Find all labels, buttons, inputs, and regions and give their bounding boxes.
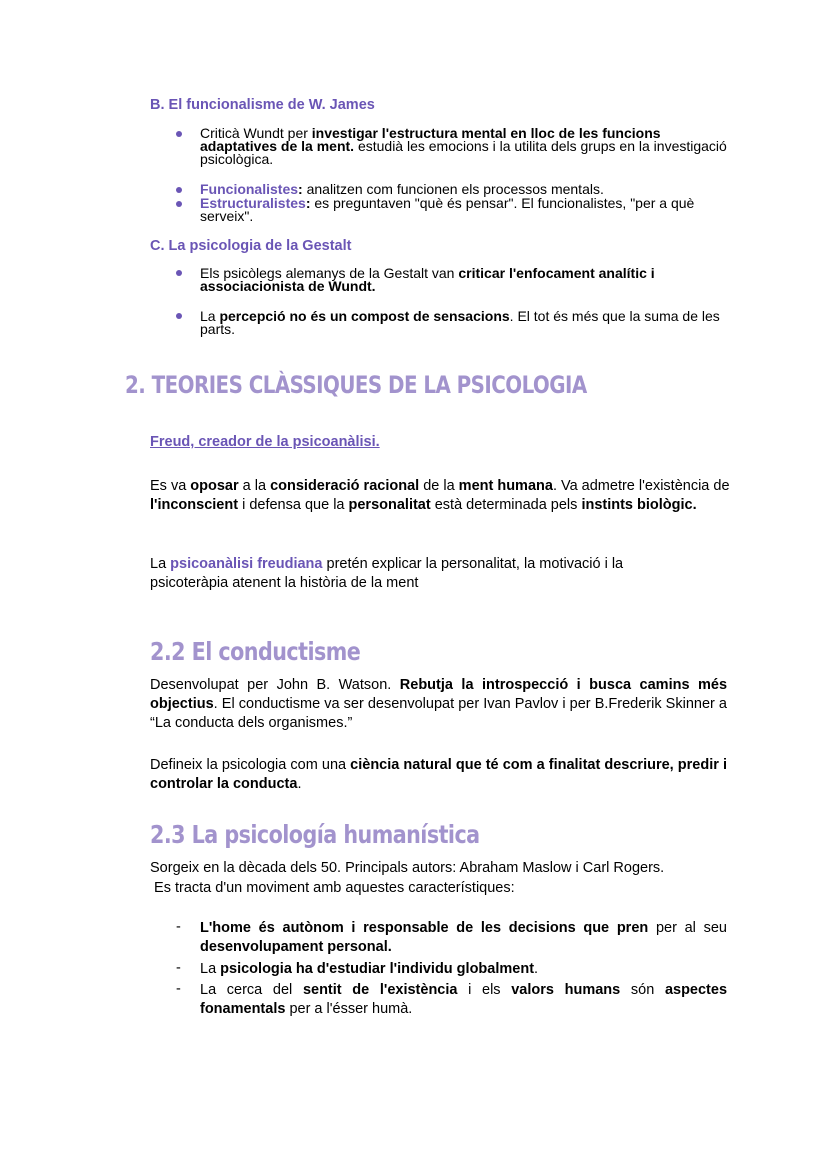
section-c-heading: C. La psicologia de la Gestalt xyxy=(150,238,352,254)
bullet-item: Criticà Wundt per investigar l'estructura mental en lloc de les funcions adaptatives de la ment. estudià les emocions i la utilita dels grups en la investigació psicològica. xyxy=(200,125,727,167)
bullet-dot xyxy=(176,270,182,276)
dash-item: La psicologia ha d'estudiar l'individu globalment. xyxy=(200,961,539,977)
bullet-item: Estructuralistes: es preguntaven "què és pensar". El funcionalistes, "per a què serveix". xyxy=(200,195,695,224)
bullet-item: Funcionalistes: analitzen com funcionen els processos mentals. xyxy=(200,181,604,197)
bullet-dot xyxy=(176,131,182,137)
bullet-dot xyxy=(176,201,182,207)
dash-item: La cerca del sentit de l'existència i els valors humans són aspectes fonamentals per a l'ésser humà. xyxy=(200,982,728,1017)
dash-marker: - xyxy=(176,960,181,976)
freud-paragraph: Es va oposar a la consideració racional de la ment humana. Va admetre l'existència de l'inconscient i defensa que la personalitat està determinada pels instints biològic. xyxy=(150,478,730,513)
psychoanalysis-paragraph: La psicoanàlisi freudiana pretén explicar la personalitat, la motivació i la psicoteràpia atenent la història de la ment xyxy=(150,556,624,591)
section-2-3-heading: 2.3 La psicología humanística xyxy=(150,820,480,849)
dash-item: L'home és autònom i responsable de les decisions que pren per al seu desenvolupament personal. xyxy=(200,920,727,955)
humanistic-intro: Sorgeix en la dècada dels 50. Principals autors: Abraham Maslow i Carl Rogers. xyxy=(150,860,665,876)
bullet-dot xyxy=(176,187,182,193)
bullet-dot xyxy=(176,313,182,319)
humanistic-intro-2: Es tracta d'un moviment amb aquestes característiques: xyxy=(150,880,515,896)
dash-marker: - xyxy=(176,919,181,935)
section-b-heading: B. El funcionalisme de W. James xyxy=(150,97,375,113)
main-heading: 2. TEORIES CLÀSSIQUES DE LA PSICOLOGIA xyxy=(125,371,587,399)
dash-marker: - xyxy=(176,981,181,997)
bullet-item: La percepció no és un compost de sensacions. El tot és més que la suma de les parts. xyxy=(200,308,720,337)
behaviorism-paragraph: Desenvolupat per John B. Watson. Rebutja la introspecció i busca camins més objectius. El conductisme va ser desenvolupat per Ivan Pavlov i per B.Frederik Skinner a “La conducta dels organismes.” xyxy=(150,677,728,731)
behaviorism-definition: Defineix la psicologia com una ciència natural que té com a finalitat descriure, predir i controlar la conducta. xyxy=(150,757,727,792)
freud-subheading: Freud, creador de la psicoanàlisi. xyxy=(150,434,380,450)
bullet-item: Els psicòlegs alemanys de la Gestalt van criticar l'enfocament analític i associacionista de Wundt. xyxy=(200,265,655,294)
section-2-2-heading: 2.2 El conductisme xyxy=(150,637,361,666)
